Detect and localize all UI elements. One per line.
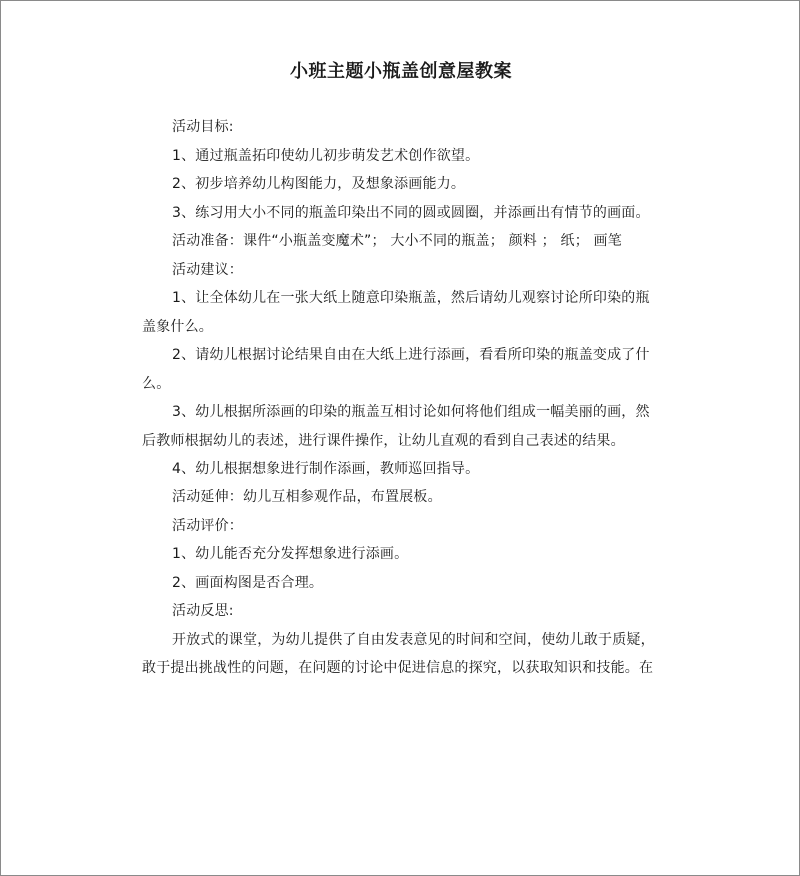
paragraph-line: 2、请幼儿根据讨论结果自由在大纸上进行添画，看看所印染的瓶盖变成了什 [172, 347, 650, 363]
section-heading-suggestions: 活动建议： [172, 262, 243, 278]
paragraph-line: 活动延伸：幼儿互相参观作品，布置展板。 [172, 489, 442, 505]
paragraph-line: 1、通过瓶盖拓印使幼儿初步萌发艺术创作欲望。 [172, 148, 480, 164]
document-title: 小班主题小瓶盖创意屋教案 [290, 61, 512, 82]
paragraph-line: 敢于提出挑战性的问题，在问题的讨论中促进信息的探究，以获取知识和技能。在 [142, 660, 654, 676]
paragraph-line: 么。 [142, 376, 171, 392]
paragraph-line: 2、初步培养幼儿构图能力，及想象添画能力。 [172, 176, 466, 192]
section-heading-goals: 活动目标: [172, 119, 234, 135]
paragraph-line: 1、让全体幼儿在一张大纸上随意印染瓶盖，然后请幼儿观察讨论所印染的瓶 [172, 290, 650, 306]
paragraph-line: 3、练习用大小不同的瓶盖印染出不同的圆或圆圈，并添画出有情节的画面。 [172, 205, 650, 221]
paragraph-line: 4、幼儿根据想象进行制作添画，教师巡回指导。 [172, 461, 480, 477]
paragraph-line: 开放式的课堂，为幼儿提供了自由发表意见的时间和空间，使幼儿敢于质疑， [172, 632, 655, 648]
paragraph-line: 3、幼儿根据所添画的印染的瓶盖互相讨论如何将他们组成一幅美丽的画，然 [172, 404, 650, 420]
paragraph-line: 活动准备：课件“小瓶盖变魔术”； 大小不同的瓶盖； 颜料 ； 纸； 画笔 [172, 233, 622, 249]
section-heading-evaluation: 活动评价： [172, 518, 243, 534]
paragraph-line: 1、幼儿能否充分发挥想象进行添画。 [172, 546, 409, 562]
paragraph-line: 盖象什么。 [142, 319, 213, 335]
paragraph-line: 后教师根据幼儿的表述，进行课件操作，让幼儿直观的看到自己表述的结果。 [142, 433, 625, 449]
section-heading-reflection: 活动反思: [172, 603, 234, 619]
paragraph-line: 2、画面构图是否合理。 [172, 575, 324, 591]
